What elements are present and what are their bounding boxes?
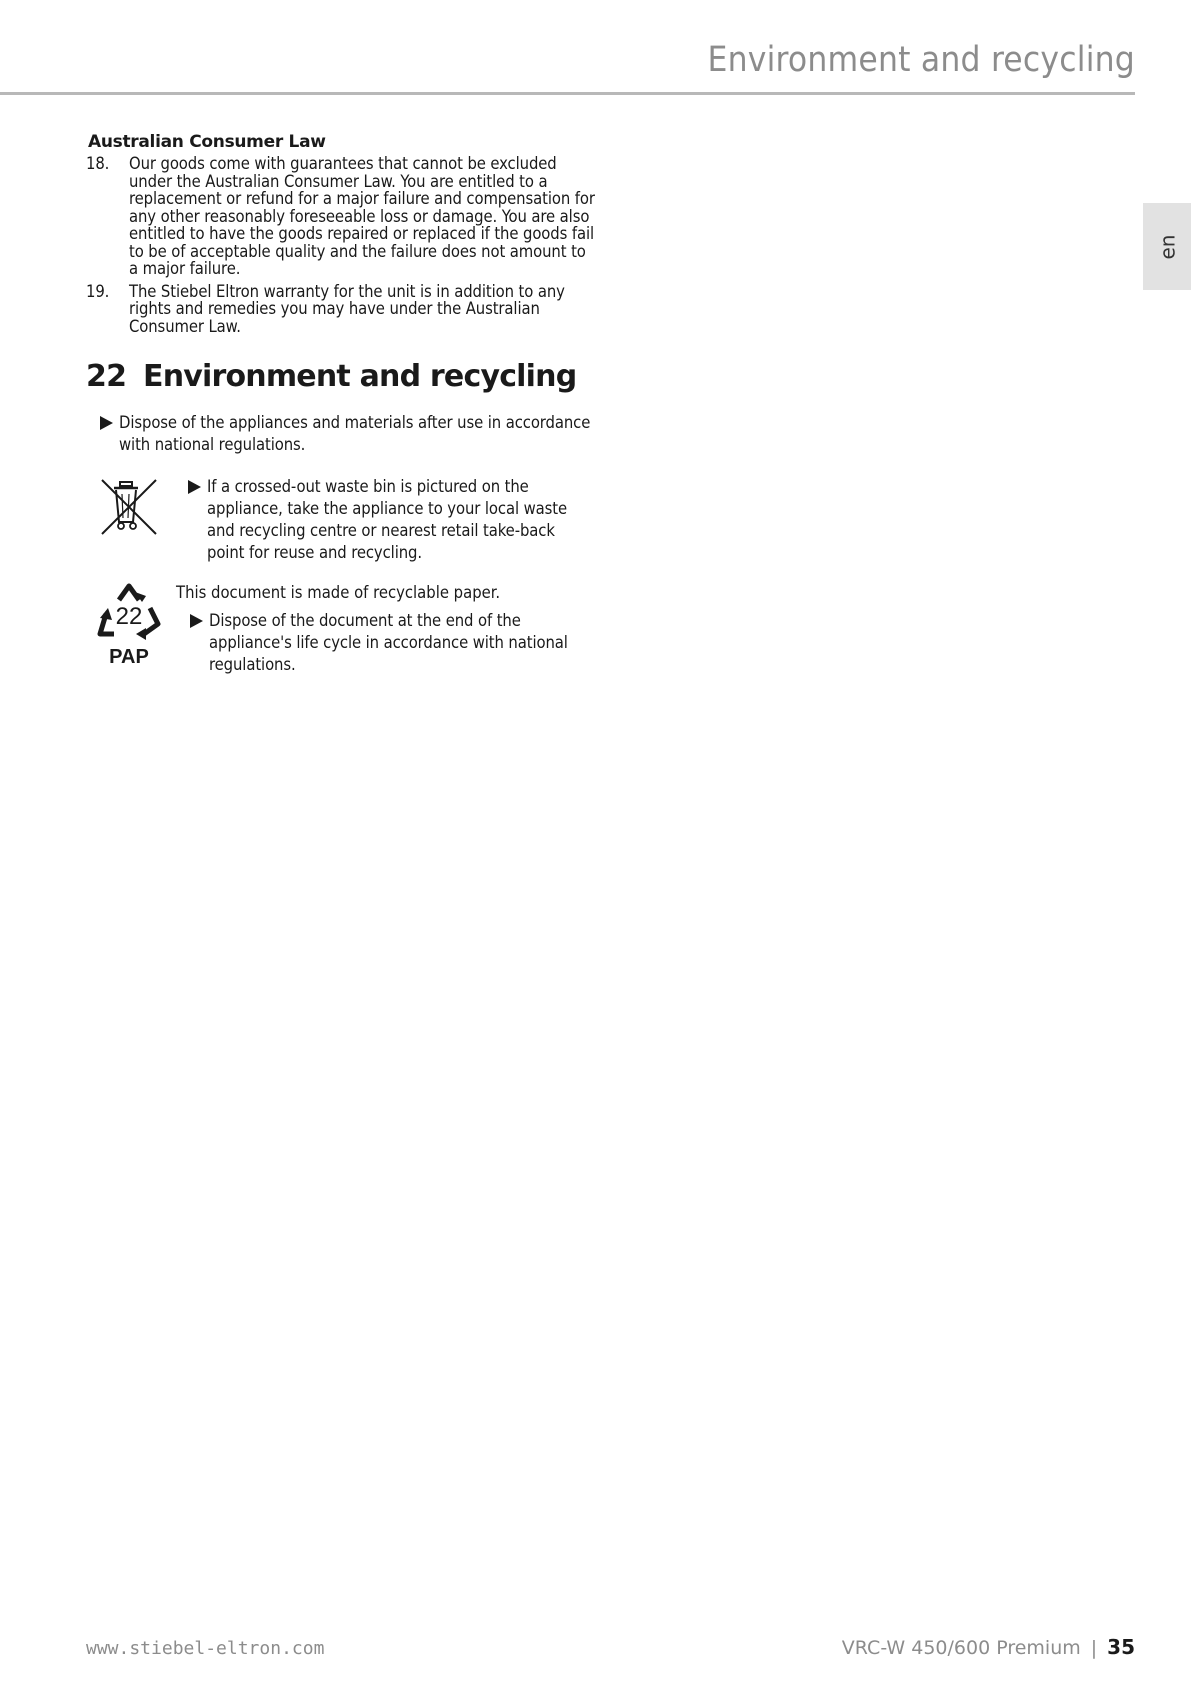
language-tab-label: en [1154, 234, 1179, 259]
law-heading: Australian Consumer Law [88, 132, 326, 152]
dispose-instruction [100, 412, 596, 456]
list-item-text: Our goods come with guarantees that cannot be excluded under the Australian Consumer Law. You are entitled to a replacement or refund for a major failure and compensation for any other reasonably foreseeable loss or damage. You are also entitled to have the goods repaired or replaced if the goods fail to be of acceptable quality and the failure does not amount to a major failure. [129, 154, 595, 278]
bullet-arrow-icon [190, 614, 203, 628]
section-heading [86, 359, 596, 394]
footer-separator: | [1090, 1637, 1098, 1659]
pap-label: PAP [109, 646, 149, 668]
recycling-triangle-icon [86, 582, 172, 644]
document-disposal-text: Dispose of the document at the end of the appliance's life cycle in accordance with national regulations. [209, 611, 568, 674]
paper-recycling-block [86, 582, 596, 676]
section-title: Environment and recycling [143, 359, 577, 394]
language-tab[interactable] [1143, 203, 1191, 290]
page-number: 35 [1107, 1635, 1135, 1659]
weee-block [86, 476, 596, 564]
list-item-text: The Stiebel Eltron warranty for the unit is in addition to any rights and remedies you may have under the Australian Consumer Law. [129, 281, 565, 336]
document-disposal-instruction [190, 610, 596, 676]
pap-code: 22 [115, 603, 143, 630]
main-content [86, 132, 596, 676]
header-divider [0, 92, 1135, 95]
paper-note: This document is made of recyclable paper. [176, 583, 501, 602]
list-item-number: 19. [86, 281, 110, 301]
list-item [86, 283, 596, 336]
footer-website[interactable]: www.stiebel-eltron.com [86, 1638, 325, 1659]
page-header-title: Environment and recycling [707, 40, 1135, 80]
crossed-out-bin-icon [98, 476, 160, 538]
weee-instruction [188, 476, 596, 564]
recycling-pap-logo [86, 582, 172, 676]
section-number: 22 [86, 359, 127, 394]
bullet-arrow-icon [100, 416, 113, 430]
list-item-number: 18. [86, 154, 110, 173]
dispose-instruction-text: Dispose of the appliances and materials after use in accordance with national regulations. [119, 413, 591, 454]
bullet-arrow-icon [188, 480, 201, 494]
law-list [86, 155, 596, 335]
footer-page-info [842, 1635, 1135, 1659]
footer-model: VRC-W 450/600 Premium [841, 1637, 1081, 1659]
list-item [86, 155, 596, 278]
weee-instruction-text: If a crossed-out waste bin is pictured on the appliance, take the appliance to your local waste and recycling centre or nearest retail take-back point for reuse and recycling. [207, 477, 568, 562]
